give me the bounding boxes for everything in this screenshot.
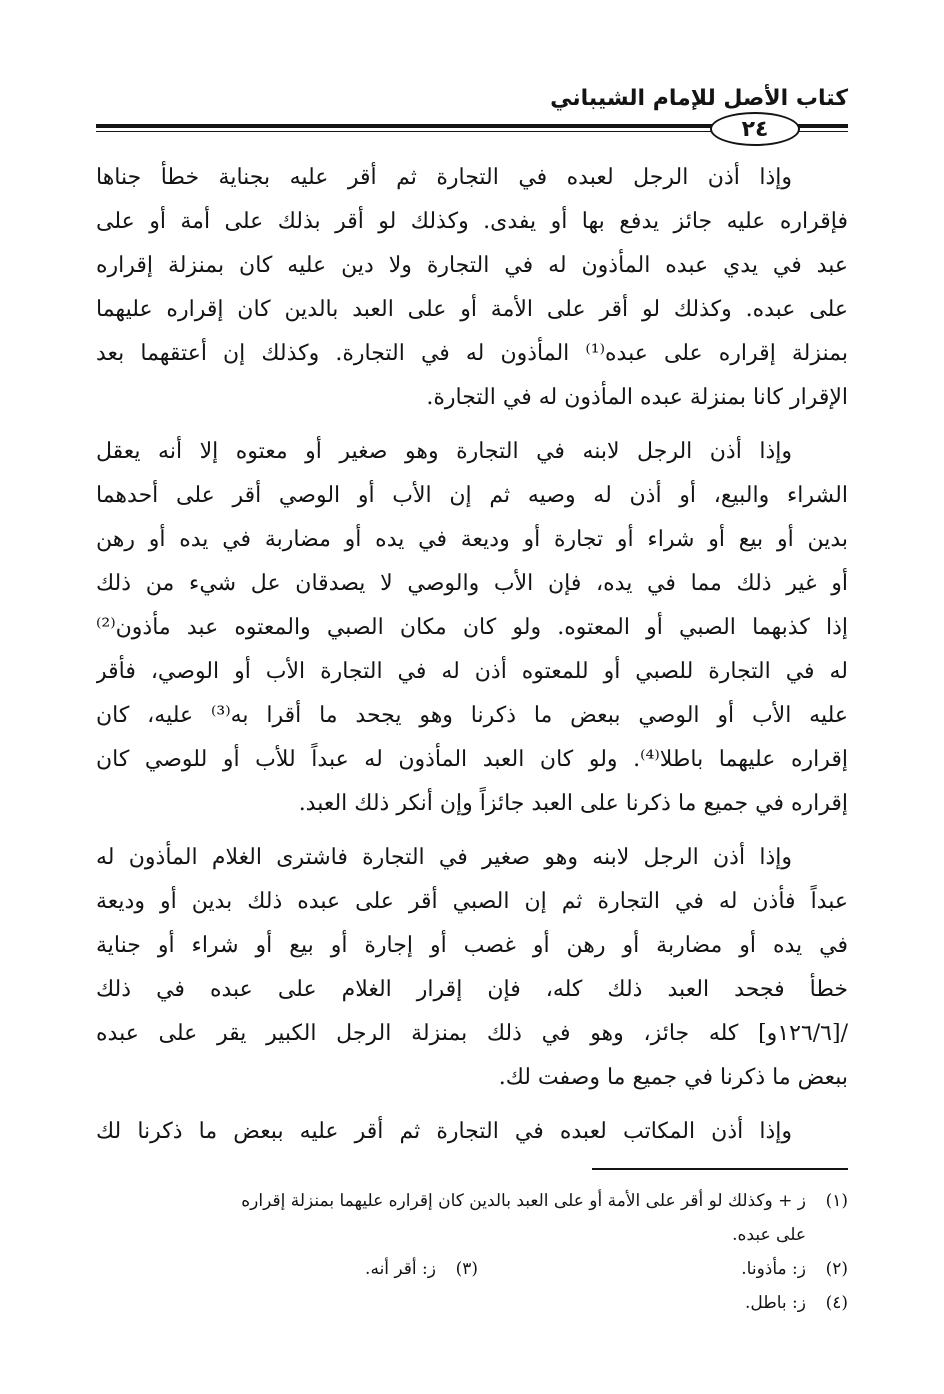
text-line: الشراء والبيع، أو أذن له وصيه ثم إن الأب أو الوصي أقر على أحدهما	[96, 483, 848, 508]
text-line: أو غير ذلك مما في يده، فإن الأب والوصي لا يصدقان عل شيء من ذلك	[96, 571, 848, 596]
text-line: وإذا أذن الرجل لابنه وهو صغير في التجارة فاشترى الغلام المأذون له	[96, 845, 792, 870]
text-line: عبد في يدي عبده المأذون له في التجارة ولا دين عليه كان بمنزلة إقراره	[96, 253, 848, 278]
text-line: بدين أو بيع أو شراء أو تجارة أو وديعة في يده أو مضاربة في يده أو رهن	[96, 527, 848, 552]
paragraph	[96, 156, 848, 420]
footnote-number: (٤)	[825, 1293, 848, 1313]
footnote-text: ز: أقر أنه.	[365, 1259, 436, 1279]
text-line: فإقراره عليه جائز يدفع بها أو يفدى. وكذلك لو أقر بذلك على أمة أو على	[96, 209, 848, 234]
text-line: على عبده. وكذلك لو أقر على الأمة أو على العبد بالدين كان إقراره عليهما	[96, 297, 848, 322]
footnote-number: (١)	[825, 1191, 848, 1211]
text-line: عليه الأب أو الوصي ببعض ما ذكرنا وهو يجحد ما أقرا به⁽³⁾ عليه، كان	[96, 703, 848, 728]
text-line: /[١٢٦/٦و] كله جائز، وهو في ذلك بمنزلة الرجل الكبير يقر على عبده	[96, 1021, 848, 1046]
text-line: في يده أو مضاربة أو رهن أو غصب أو إجارة أو بيع أو شراء أو جناية	[96, 933, 848, 958]
text-line: وإذا أذن الرجل لابنه في التجارة وهو صغير أو معتوه إلا أنه يعقل	[96, 439, 792, 464]
footnote-3	[365, 1252, 478, 1286]
text-line: إذا كذبهما الصبي أو المعتوه. ولو كان مكان الصبي والمعتوه عبد مأذون⁽²⁾	[96, 615, 848, 640]
footnote-text: على عبده.	[732, 1225, 806, 1245]
paragraph	[96, 430, 848, 826]
main-text	[96, 156, 848, 1154]
footnote-text: ز: باطل.	[744, 1293, 806, 1313]
text-line: له في التجارة للصبي أو للمعتوه أذن له في التجارة الأب أو الوصي، فأقر	[96, 659, 848, 684]
footnote-number: (٢)	[825, 1259, 848, 1279]
text-line: وإذا أذن الرجل لعبده في التجارة ثم أقر عليه بجناية خطأ جناها	[96, 165, 792, 190]
text-line: إقراره في جميع ما ذكرنا على العبد جائزاً وإن أنكر ذلك العبد.	[298, 791, 848, 816]
footnote-text: ز + وكذلك لو أقر على الأمة أو على العبد بالدين كان إقراره عليهما بمنزلة إقراره	[241, 1191, 806, 1211]
page-number: ٢٤	[710, 112, 800, 146]
paragraph	[96, 836, 848, 1100]
text-line: خطأ فجحد العبد ذلك كله، فإن إقرار الغلام على عبده في ذلك	[96, 977, 848, 1002]
footnote-number: (٣)	[455, 1259, 478, 1279]
footnote-separator	[592, 1168, 848, 1170]
book-title: كتاب الأصل للإمام الشيباني	[550, 86, 848, 111]
footnote-1-continuation	[96, 1218, 848, 1252]
text-line: إقراره عليهما باطلا⁽⁴⁾. ولو كان العبد المأذون له عبداً للأب أو للوصي كان	[96, 747, 848, 772]
text-line: وإذا أذن المكاتب لعبده في التجارة ثم أقر عليه ببعض ما ذكرنا لك	[96, 1119, 792, 1144]
footnote-1	[96, 1184, 848, 1218]
text-line: ببعض ما ذكرنا في جميع ما وصفت لك.	[498, 1065, 848, 1090]
text-line: بمنزلة إقراره على عبده⁽¹⁾ المأذون له في التجارة. وكذلك إن أعتقهما بعد	[96, 341, 848, 366]
text-line: الإقرار كانا بمنزلة عبده المأذون له في التجارة.	[426, 385, 848, 410]
footnote-4	[96, 1286, 848, 1320]
footnote-text: ز: مأذونا.	[741, 1259, 806, 1279]
footnote-row	[96, 1252, 848, 1286]
text-line: عبداً فأذن له في التجارة ثم إن الصبي أقر على عبده ذلك بدين أو وديعة	[96, 889, 848, 914]
footnotes	[96, 1184, 848, 1320]
paragraph	[96, 1110, 848, 1154]
footnote-2	[478, 1252, 848, 1286]
